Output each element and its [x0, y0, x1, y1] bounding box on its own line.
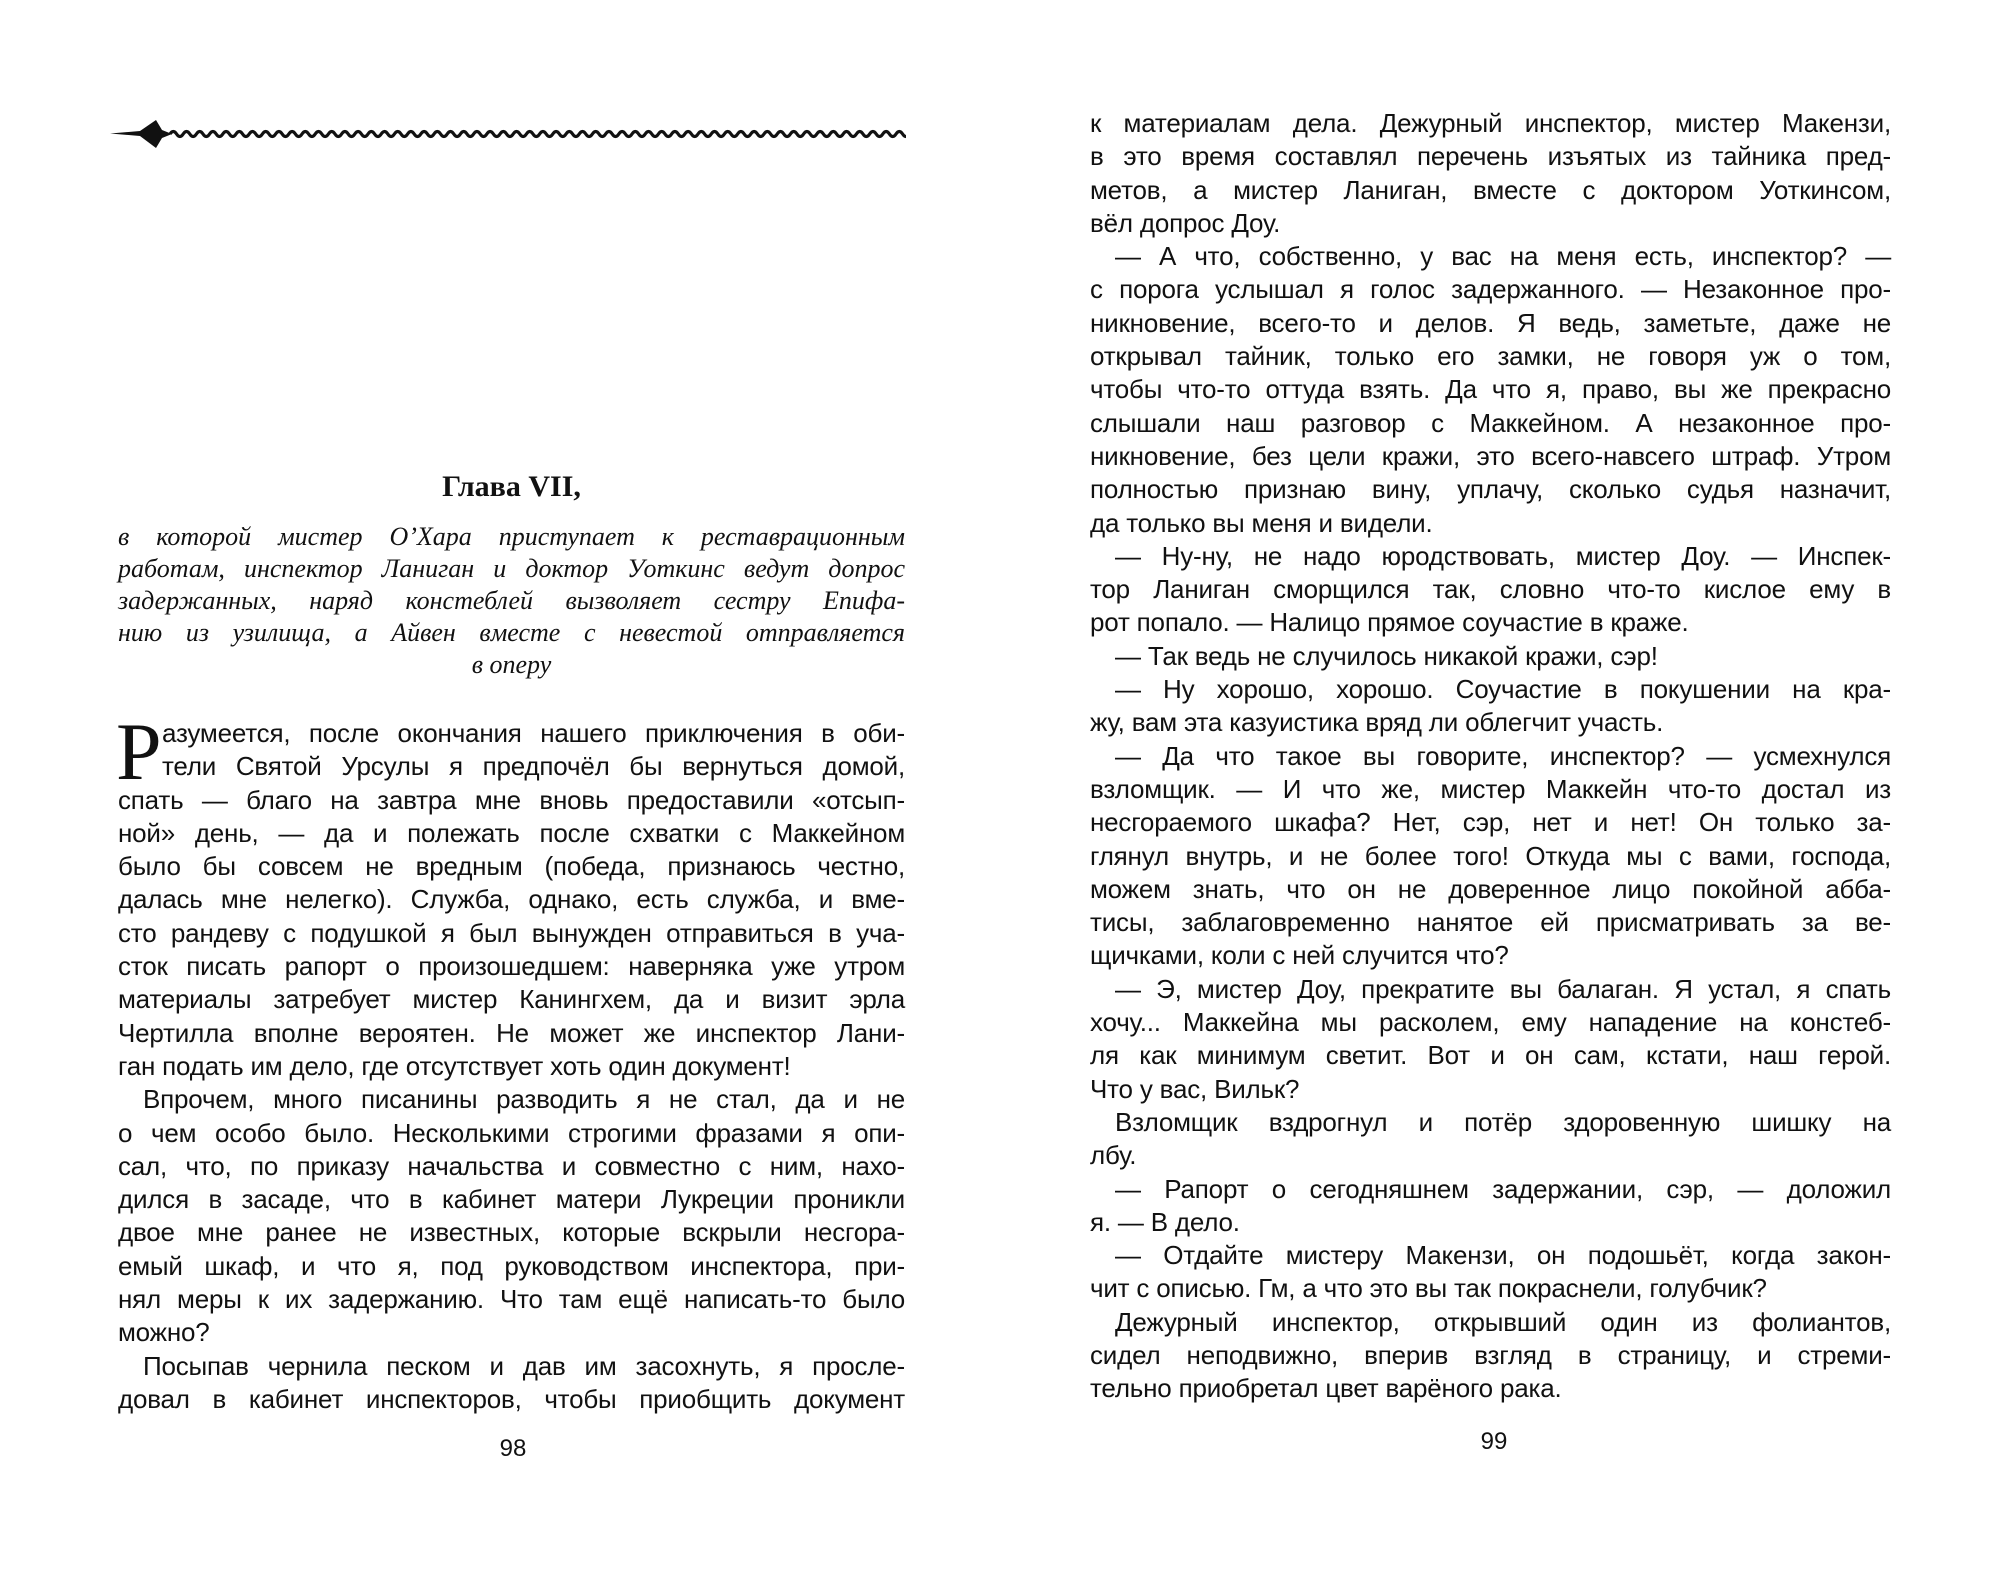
text-line: сто рандеву с подушкой я был вынужден отправиться в уча-: [118, 917, 905, 948]
text-line: тор Ланиган сморщился так, словно что-то кислое ему в: [1090, 574, 1891, 605]
text-line: — Ну-ну, не надо юродствовать, мистер Доу. — Инспек-: [1115, 540, 1891, 571]
text-line: да только вы меня и видели.: [1090, 507, 1433, 538]
chapter-subtitle-line: нию из узилища, а Айвен вместе с невестой отправляется: [118, 618, 905, 647]
paragraph: [1090, 673, 1891, 740]
text-line: Взломщик вздрогнул и потёр здоровенную шишку на: [1115, 1106, 1891, 1137]
text-line: материалы затребует мистер Канингхем, да и визит эрла: [118, 984, 905, 1015]
text-line: с порога услышал я голос задержанного. — Незаконное про-: [1090, 274, 1891, 305]
right-page: [1000, 0, 2000, 1581]
text-line: — Да что такое вы говорите, инспектор? — усмехнулся: [1115, 740, 1891, 771]
chapter-subtitle-line: в которой мистер О’Хара приступает к реставрационным: [118, 522, 905, 551]
text-line: — Ну хорошо, хорошо. Соучастие в покушении на кра-: [1115, 674, 1891, 705]
text-line: метов, а мистер Ланиган, вместе с доктором Уоткинсом,: [1090, 174, 1891, 205]
right-page-text: [1090, 107, 1891, 1406]
text-line: дился в засаде, что в кабинет матери Лукреции проникли: [118, 1184, 905, 1215]
text-line: глянул внутрь, и не более того! Откуда мы с вами, господа,: [1090, 840, 1891, 871]
text-line: азумеется, после окончания нашего приключения в оби-: [162, 718, 905, 748]
text-line: рот попало. — Налицо прямое соучастие в краже.: [1090, 607, 1689, 638]
text-line: спать — благо на завтра мне вновь предоставили «отсып-: [118, 784, 905, 815]
text-line: к материалам дела. Дежурный инспектор, мистер Макензи,: [1090, 108, 1891, 138]
paragraph: [1090, 107, 1891, 240]
text-line: лбу.: [1090, 1140, 1137, 1171]
text-line: можно?: [118, 1317, 210, 1348]
text-line: — Э, мистер Доу, прекратите вы балаган. Я устал, я спать: [1115, 973, 1891, 1004]
text-line: я. — В дело.: [1090, 1206, 1240, 1237]
text-line: тели Святой Урсулы я предпочёл бы вернуться домой,: [162, 751, 905, 782]
text-line: тисы, заблаговременно нанятое ей присматривать за ве-: [1090, 907, 1891, 938]
text-line: довал в кабинет инспекторов, чтобы приобщить документ: [118, 1383, 905, 1414]
paragraph: [1090, 1306, 1891, 1406]
text-line: Дежурный инспектор, открывший один из фолиантов,: [1115, 1306, 1891, 1337]
text-line: ной» день, — да и полежать после схватки с Маккейном: [118, 817, 905, 848]
paragraph: [116, 706, 905, 1083]
paragraph: [1090, 240, 1891, 540]
paragraph: [1090, 1173, 1891, 1240]
page-number-left: 98: [499, 1435, 527, 1462]
chapter-subtitle-line: задержанных, наряд констеблей вызволяет сестру Епифа-: [118, 586, 905, 615]
paragraph: [118, 1350, 905, 1417]
paragraph: [1090, 540, 1891, 640]
paragraph: [1090, 740, 1891, 973]
text-line: Впрочем, много писанины разводить я не стал, да и не: [143, 1084, 905, 1115]
text-line: никновение, без цели кражи, это всего-навсего штраф. Утром: [1090, 440, 1891, 471]
paragraph: [1090, 973, 1891, 1106]
text-line: вёл допрос Доу.: [1090, 207, 1281, 238]
chapter-subtitle-line: работам, инспектор Ланиган и доктор Уоткинс ведут допрос: [118, 554, 905, 583]
text-line: Чертилла вполне вероятен. Не может же инспектор Лани-: [118, 1017, 905, 1048]
paragraph: [118, 1083, 905, 1349]
text-line: емый шкаф, и что я, под руководством инспектора, при-: [118, 1250, 905, 1281]
text-line: — Рапорт о сегодняшнем задержании, сэр, — доложил: [1115, 1173, 1891, 1204]
text-line: двое мне ранее не известных, которые вскрыли несгора-: [118, 1217, 905, 1248]
drop-cap: Р: [116, 706, 162, 797]
text-line: щичками, коли с ней случится что?: [1090, 940, 1509, 971]
text-line: хочу... Маккейна мы расколем, ему нападение на констеб-: [1090, 1007, 1891, 1038]
text-line: полностью признаю вину, уплачу, сколько судья назначит,: [1090, 474, 1891, 505]
text-line: — Так ведь не случилось никакой кражи, сэр!: [1115, 640, 1658, 671]
text-line: сал, что, по приказу начальства и совместно с ним, нахо-: [118, 1150, 905, 1181]
text-line: было бы совсем не вредным (победа, признаюсь честно,: [118, 851, 905, 882]
paragraph: [1090, 1106, 1891, 1173]
text-line: можем знать, что он не доверенное лицо покойной абба-: [1090, 873, 1891, 904]
text-line: о чем особо было. Несколькими строгими фразами я опи-: [118, 1117, 905, 1148]
text-line: далась мне нелегко). Служба, однако, есть служба, и вме-: [118, 884, 905, 915]
arrow-ornament-icon: [110, 116, 906, 152]
text-line: взломщик. — И что же, мистер Маккейн что-то достал из: [1090, 773, 1891, 804]
text-line: сток писать рапорт о произошедшем: наверняка уже утром: [118, 951, 905, 982]
text-line: тельно приобретал цвет варёного рака.: [1090, 1373, 1562, 1404]
text-line: никновение, всего-то и делов. Я ведь, заметьте, даже не: [1090, 307, 1891, 338]
text-line: ган подать им дело, где отсутствует хоть один документ!: [118, 1050, 791, 1081]
paragraph: [1090, 640, 1891, 673]
chapter-subtitle: [118, 521, 905, 681]
text-line: Посыпав чернила песком и дав им засохнуть, я просле-: [143, 1350, 905, 1381]
chapter-subtitle-line: в оперу: [471, 650, 552, 679]
text-line: — А что, собственно, у вас на меня есть, инспектор? —: [1115, 241, 1891, 272]
chapter-title: Глава VII,: [442, 470, 581, 503]
paragraph: [1090, 1239, 1891, 1306]
page-number-right: 99: [1480, 1428, 1508, 1455]
text-line: слышали наш разговор с Маккейном. А незаконное про-: [1090, 407, 1891, 438]
text-line: чит с описью. Гм, а что это вы так покраснели, голубчик?: [1090, 1273, 1767, 1304]
text-line: — Отдайте мистеру Макензи, он подошьёт, когда закон-: [1115, 1240, 1891, 1271]
text-line: ля как минимум светит. Вот и он сам, кстати, наш герой.: [1090, 1040, 1891, 1071]
text-line: несгораемого шкафа? Нет, сэр, нет и нет! Он только за-: [1090, 807, 1891, 838]
text-line: открывал тайник, только его замки, не говоря уж о том,: [1090, 341, 1891, 372]
left-page-text: [116, 706, 905, 1416]
text-line: Что у вас, Вильк?: [1090, 1073, 1300, 1104]
text-line: сидел неподвижно, вперив взгляд в страницу, и стреми-: [1090, 1339, 1891, 1370]
text-line: нял меры к их задержанию. Что там ещё написать-то было: [118, 1284, 905, 1315]
text-line: чтобы что-то оттуда взять. Да что я, право, вы же прекрасно: [1090, 374, 1891, 405]
text-line: в это время составлял перечень изъятых из тайника пред-: [1090, 141, 1891, 172]
text-line: жу, вам эта казуистика вряд ли облегчит участь.: [1090, 707, 1664, 738]
